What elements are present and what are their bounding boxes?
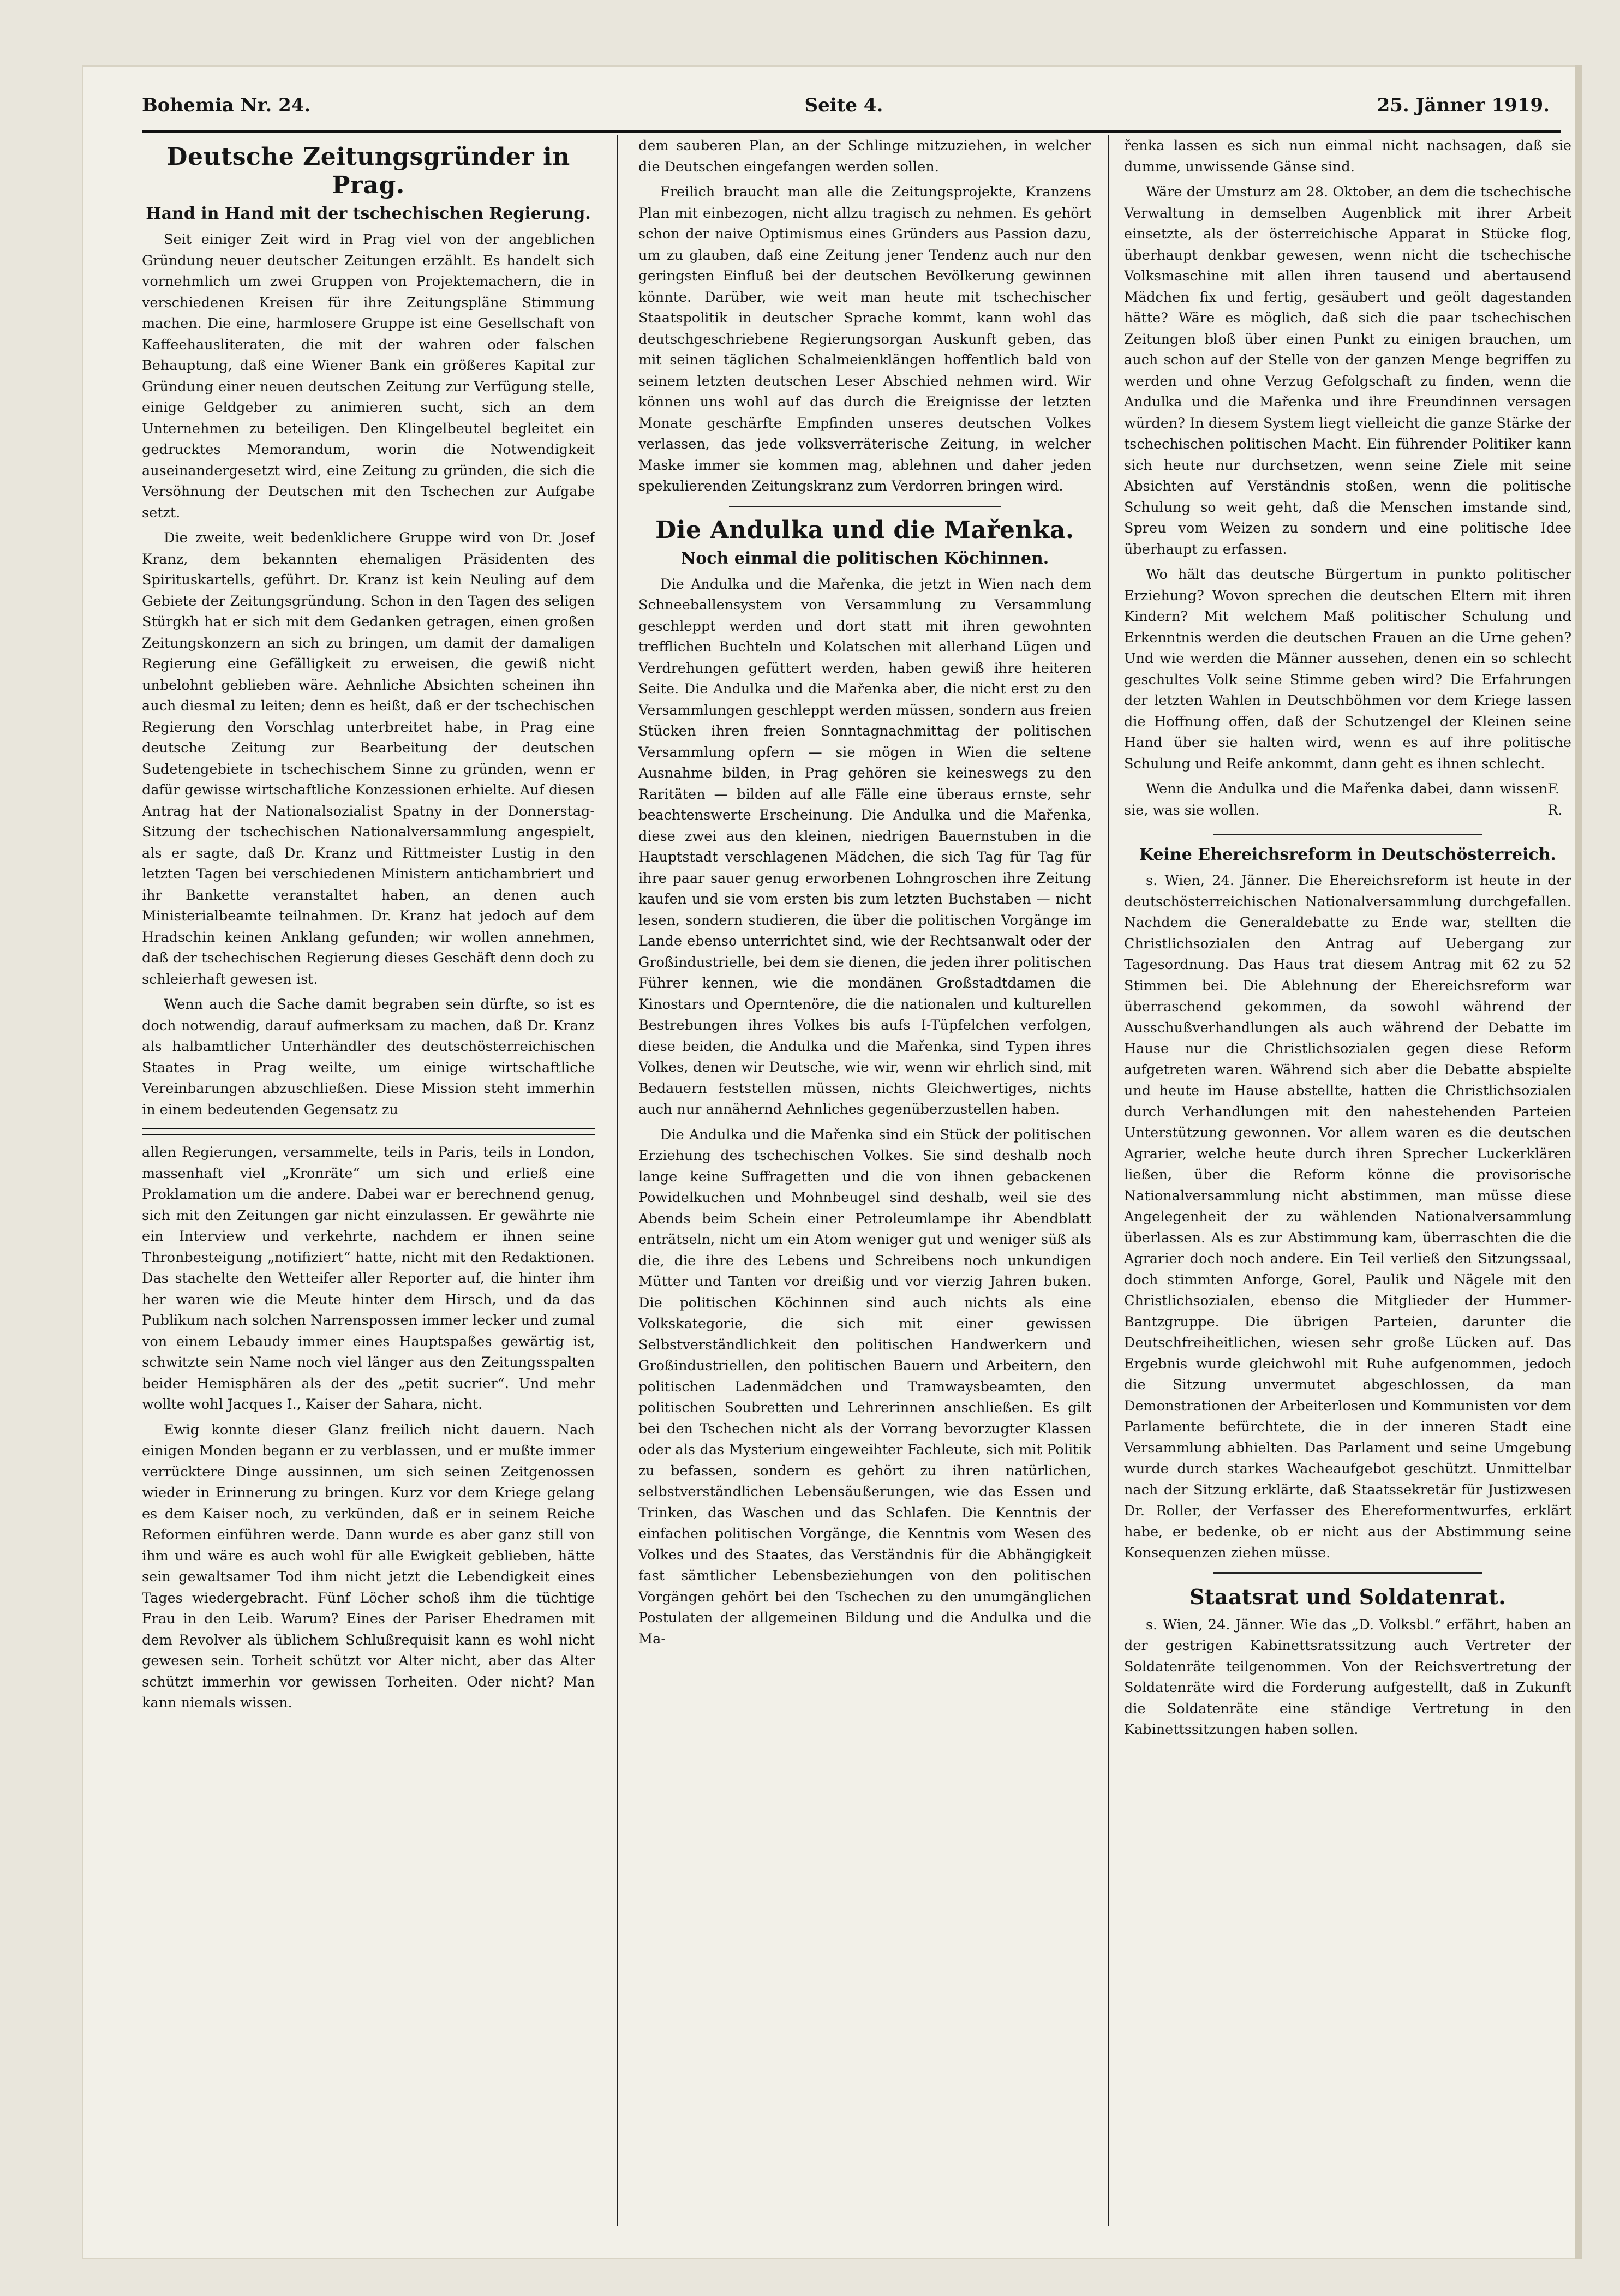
article-paragraph: Die Andulka und die Mařenka sind ein Stück der politischen Erziehung des tschechischen Volkes. Sie sind deshalb noch lange keine Suffragetten und die von ihnen gebackenen Powidelkuchen und Mohnbeugel sind deshalb, weil sie des Abends beim Schein einer Petroleumlampe ihr Abendblatt enträtseln, nicht um ein Atom weniger gut und weniger süß als die, die ihre des Lebens und Schreibens noch unkundigen Mütter und Tanten vor dreißig und vor vierzig Jahren buken. Die politischen Köchinnen sind auch nichts als eine Volkskategorie, die sich mit einer gewissen Selbstverständlichkeit den politischen Handwerkern und Großindustriellen, den politischen Bauern und Arbeitern, den politischen Ladenmädchen und Tramwaysbeamten, den politischen Soubretten und Lehrerinnen anschließen. Es gilt bei den Tschechen nicht als der Vorrang bevorzugter Klassen oder als das Mysterium eingeweihter Fachleute, sich mit Politik zu befassen, sondern es gehört zu ihren natürlichen, selbstverständlichen Lebensäußerungen, wie das Essen und Trinken, das Waschen und das Schlafen. Die Kenntnis der einfachen politischen Vorgänge, die Kenntnis vom Wesen des Volkes und des Staates, das Verständnis für die Abhängigkeit fast sämtlicher Lebensbeziehungen von den politischen Vorgängen gehört bei den Tschechen zu den unumgänglichen Postulaten der allgemeinen Bildung und die Andulka und die Ma- [638, 1126, 1091, 1647]
article-headline: Staatsrat und Soldatenrat. [1189, 1584, 1506, 1609]
article-paragraph: Freilich braucht man alle die Zeitungsprojekte, Kranzens Plan mit einbezogen, nicht allzu tragisch zu nehmen. Es gehört schon der naive Optimismus eines Gründers aus Passion dazu, um zu glauben, daß eine Zeitung jener Tendenz auch nur den geringsten Einfluß bei der deutschen Bevölkerung gewinnen könnte. Darüber, wie weit man heute mit tschechischer Staatspolitik in deutscher Sprache kommt, kann wohl das deutschgeschriebene Regierungsorgan Auskunft geben, das mit seinen täglichen Schalmeienklängen hoffentlich bald von seinem letzten deutschen Leser Abschied nehmen wird. Wir können uns wohl auf das durch die Ereignisse der letzten Monate geschärfte Empfinden unseres deutschen Volkes verlassen, das jede volksverräterische Zeitung, in welcher Maske immer sie kommen mag, ablehnen und daher jeden spekulierenden Zeitungskranz zum Verdorren bringen wird. [638, 184, 1091, 494]
article-paragraph: Die Andulka und die Mařenka, die jetzt in Wien nach dem Schneeballensystem von Versammlung zu Versammlung geschleppt werden und dort statt mit ihren gewohnten trefflichen Buchteln und Kolatschen mit allerhand Lügen und Verdrehungen gefüttert werden, haben gewiß ihre heiteren Seite. Die Andulka und die Mařenka aber, die nicht erst zu den Versammlungen geschleppt werden müssen, sondern aus freien Stücken ihren freien Sonntagnachmittag der politischen Versammlung opfern — sie mögen in Wien die seltene Ausnahme bilden, in Prag gehören sie keineswegs zu den Raritäten — bilden auf alle Fälle eine überaus ernste, sehr beachtenswerte Erscheinung. Die Andulka und die Mařenka, diese zwei aus den kleinen, niedrigen Bauernstuben in die Hauptstadt verschlagenen Mädchen, die sich Tag für Tag für ihre paar sauer genug erworbenen Lohngroschen ihre Zeitung kaufen und sie vom ersten bis zum letzten Buchstaben — nicht lesen, sondern studieren, die über die politischen Vorgänge im Lande ebenso unterrichtet sind, wie der Rechtsanwalt oder der Großindustrielle, bei dem sie dienen, die jeden ihrer politischen Führer kennen, wie die mondänen Großstadtdamen die Kinostars und Operntenöre, die die nationalen und kulturellen Bestrebungen ihres Volkes bis aufs I-Tüpfelchen verfolgen, diese beiden, die Andulka und die Mařenka, sind Typen ihres Volkes, denen wir Deutsche, wie wir, wenn wir ehrlich sind, mit Bedauern feststellen müssen, nichts Gleichwertiges, nichts auch nur annähernd Aehnliches gegenüberzustellen haben. [638, 576, 1091, 1117]
article-subheadline: Noch einmal die politischen Köchinnen. [680, 548, 1049, 568]
feuilleton-separator [142, 1128, 595, 1135]
article-paragraph: s. Wien, 24. Jänner. Wie das „D. Volksbl.“ erfährt, haben an der gestrigen Kabinettsratssitzung auch Vertreter der Soldatenräte teilgenommen. Von der Reichsvertretung der Soldatenräte wird die Forderung aufgestellt, daß in Zukunft die Soldatenräte eine ständige Vertretung in den Kabinettssitzungen haben sollen. [1124, 1616, 1571, 1738]
article-separator [729, 506, 1001, 507]
feuilleton-paragraph: Ewig konnte dieser Glanz freilich nicht dauern. Nach einigen Monden begann er zu verblassen, und er mußte immer verrücktere Dinge aussinnen, um sich seinen Zeitgenossen wieder in Erinnerung zu bringen. Kurz vor dem Kriege gelang es dem Kaiser noch, zu verkünden, daß er in seinem Reiche Reformen einführen werde. Dann wurde es aber ganz still von ihm und wäre es auch wohl für alle Ewigkeit geblieben, hätte sein gewaltsamer Tod ihm nicht jetzt die Lebendigkeit eines Tages wiedergebracht. Fünf Löcher schoß ihm die tüchtige Frau in den Leib. Warum? Eines der Pariser Ehedramen mit dem Revolver als üblichem Schlußrequisit kann es wohl nicht gewesen sein. Torheit schützt vor Alter nicht, aber das Alter schützt immerhin vor gewissen Torheiten. Oder nicht? Man kann niemals wissen. [142, 1421, 595, 1711]
article-headline: Die Andulka und die Mařenka. [655, 516, 1074, 544]
article-paragraph: dem sauberen Plan, an der Schlinge mitzuziehen, in welcher die Deutschen eingefangen werden sollen. [638, 137, 1091, 175]
article-paragraph: Wenn die Andulka und die Mařenka dabei, dann wissen sie, was sie wollen. [1124, 781, 1548, 818]
article-paragraph: Wo hält das deutsche Bürgertum in punkto politischer Erziehung? Wovon sprechen die deutschen Eltern mit ihren Kindern? Mit welchem Maß politischer Schulung und Erkenntnis werden die deutschen Frauen an die Urne gehen? Und wie werden die Männer aussehen, denen ein so schlecht geschultes Volk seine Stimme geben wird? Die Erfahrungen der letzten Wahlen in Deutschböhmen vor dem Kriege lassen die Hoffnung offen, daß der Schutzengel der Kleinen seine Hand über sie halten wird, wenn es auf ihre politische Schulung und Reife ankommt, dann geht es ihnen schlecht. [1124, 566, 1571, 772]
article-paragraph: s. Wien, 24. Jänner. Die Ehereichsreform ist heute in der deutschösterreichischen Nationalversammlung durchgefallen. Nachdem die Generaldebatte zu Ende war, stellten die Christlichsozialen den Antrag auf Uebergang zur Tagesordnung. Das Haus trat diesem Antrag mit 62 zu 52 Stimmen bei. Die Ablehnung der Ehereichsreform war überraschend gekommen, da sowohl während der Ausschußverhandlungen als auch während der Debatte im Hause nur die Christlichsozialen gegen diese Reform aufgetreten waren. Während sich aber die Debatte abspielte und heute im Hause abstellte, hatten die Christlichsozialen durch Verhandlungen mit den nahestehenden Parteien Unterstützung gewonnen. Vor allem waren es die deutschen Agrarier, welche heute durch ihren Sprecher Luckerklären ließen, über die Reform könne die provisorische Nationalversammlung nicht abstimmen, man müsse diese Angelegenheit der zu wählenden Nationalversammlung überlassen. Als es zur Abstimmung kam, überraschten die die Agrarier doch noch andere. Ein Teil verließ den Sitzungssaal, doch stimmten Anforge, Gorel, Paulik und Nägele mit den Christlichsozialen, ebenso die Mitglieder der Hummer-Bantzgruppe. Die übrigen Parteien, darunter die Deutschfreiheitlichen, wiesen sehr große Lücken auf. Das Ergebnis wurde gleichwohl mit Ruhe aufgenommen, jedoch die Sitzung unvermutet abgeschlossen, da man Demonstrationen der Arbeiterlosen und Kommunisten vor dem Parlamente befürchtete, die in der inneren Stadt eine Versammlung abhielten. Das Parlament und seine Umgebung wurde durch starkes Wacheaufgebot geschützt. Unmittelbar nach der Sitzung erklärte, daß Staatssekretär für Justizwesen Dr. Roller, der Verfasser des Ehereformentwurfes, erklärt habe, er bedenke, ob er nicht aus der Abstimmung seine Konsequenzen ziehen müsse. [1124, 872, 1571, 1561]
article-paragraph: Wenn auch die Sache damit begraben sein dürfte, so ist es doch notwendig, darauf aufmerksam zu machen, daß Dr. Kranz als halbamtlicher Unterhändler des deutschösterreichischen Staates in Prag weilte, um einige wirtschaftliche Vereinbarungen abzuschließen. Diese Mission steht immerhin in einem bedeutenden Gegensatz zu [142, 996, 595, 1118]
column-3 [1124, 135, 1571, 2226]
column-2 [638, 135, 1091, 2226]
article-paragraph: Wäre der Umsturz am 28. Oktober, an dem die tschechische Verwaltung in demselben Augenblick mit ihrer Arbeit einsetzte, als der österreichische Apparat in Stücke flog, überhaupt denkbar gewesen, wenn nicht die tschechische Volksmaschine mit allen ihren tausend und abertausend Mädchen fix und fertig, gesäubert und geölt dagestanden hätte? Wäre es möglich, daß sich die paar tschechischen Zeitungen bloß über einen Punkt zu einigen brauchen, um auch schon auf der Stelle von der ganzen Menge begriffen zu werden und ohne Verzug Gefolgschaft zu finden, wenn die Andulka und die Mařenka und ihre Freundinnen versagen würden? In diesem System liegt vielleicht die ganze Stärke der tschechischen politischen Macht. Ein führender Politiker kann sich heute nur durchsetzen, wenn seine Ziele mit seine Absichten auf Verständnis stoßen, wenn die politische Schulung so weit geht, daß die Menschen imstande sind, Spreu vom Weizen zu sondern und eine politische Idee überhaupt zu erfassen. [1124, 184, 1571, 558]
masthead [142, 86, 1550, 124]
article-headline: Deutsche Zeitungsgründer in Prag. [166, 143, 570, 199]
column-1 [142, 135, 595, 2226]
article-subheadline: Hand in Hand mit der tschechischen Regierung. [146, 204, 591, 223]
article-separator [1213, 1572, 1482, 1574]
newspaper-page [82, 65, 1582, 2259]
article-paragraph: Seit einiger Zeit wird in Prag viel von der angeblichen Gründung neuer deutscher Zeitungen erzählt. Es handelt sich vornehmlich um zwei Gruppen von Projektemachern, die in verschiedenen Kreisen für ihre Zeitungspläne Stimmung machen. Die eine, harmlosere Gruppe ist eine Gesellschaft von Kaffeehausliteraten, die mit der wahren oder falschen Behauptung, daß eine Wiener Bank ein größeres Kapital zur Gründung einer neuen deutschen Zeitung zur Verfügung stelle, einige Geldgeber zu animieren sucht, sich an dem Unternehmen zu beteiligen. Den Klingelbeutel begleitet ein gedrucktes Memorandum, worin die Notwendigkeit auseinandergesetzt wird, eine Zeitung zu gründen, die sich die Versöhnung der Deutschen mit den Tschechen zur Aufgabe setzt. [142, 231, 595, 521]
masthead-date: 25. Jänner 1919. [1377, 94, 1550, 116]
article-paragraph: řenka lassen es sich nun einmal nicht nachsagen, daß sie dumme, unwissende Gänse sind. [1124, 137, 1571, 175]
article-separator [1213, 834, 1482, 835]
feuilleton-paragraph: allen Regierungen, versammelte, teils in Paris, teils in London, massenhaft viel „Kronräte“ um sich und erließ eine Proklamation um die andere. Dabei war er berechnend genug, sich mit den Zeitungen gar nicht einzulassen. Er gewährte nie ein Interview und verkehrte, nachdem er ihnen seine Thronbesteigung „notifiziert“ hatte, nicht mit den Redaktionen. Das stachelte den Wetteifer aller Reporter auf, die hinter ihm her waren wie die Meute hinter dem Hirsch, und da das Publikum nach solchen Narrenspossen immer lecker und zumal von einem Lebaudy immer eines Hauptspaßes gewärtig ist, schwitzte sein Name noch viel länger aus den Zeitungsspalten beider Hemisphären als der des „petit sucrier“. Und mehr wollte wohl Jacques I., Kaiser der Sahara, nicht. [142, 1144, 595, 1413]
article-paragraph: Die zweite, weit bedenklichere Gruppe wird von Dr. Josef Kranz, dem bekannten ehemaligen Präsidenten des Spirituskartells, geführt. Dr. Kranz ist kein Neuling auf dem Gebiete der Zeitungsgründung. Schon in den Tagen des seligen Stürgkh hat er sich mit dem Gedanken getragen, einen großen Zeitungskonzern an sich zu bringen, um damit der damaligen Regierung eine Gefälligkeit zu erweisen, die gewiß nicht unbelohnt geblieben wäre. Aehnliche Absichten scheinen ihn auch diesmal zu leiten; denn es heißt, daß er der tschechischen Regierung den Vorschlag unterbreitet habe, in Prag eine deutsche Zeitung zur Bearbeitung der deutschen Sudetengebiete in tschechischem Sinne zu gründen, wenn er dafür gewisse wirtschaftliche Konzessionen erhielte. Auf diesen Antrag hat der Nationalsozialist Spatny in der Donnerstag-Sitzung der tschechischen Nationalversammlung angespielt, als er sagte, daß Dr. Kranz und Rittmeister Lustig in den letzten Tagen bei verschiedenen Ministern antichambriert und ihr Bankette veranstaltet haben, an denen auch Ministerialbeamte teilnahmen. Dr. Kranz hat jedoch auf dem Hradschin keinen Anklang gefunden; wir wollen annehmen, daß der tschechischen Regierung dieses Geschäft denn doch zu schleierhaft gewesen ist. [142, 530, 595, 988]
masthead-paper-number: Bohemia Nr. 24. [142, 94, 311, 116]
author-signature: F. R. [1547, 781, 1563, 818]
masthead-rule [142, 130, 1561, 133]
column-rule [617, 135, 618, 2226]
article-headline: Keine Ehereichsreform in Deutschösterreich. [1139, 845, 1556, 864]
column-rule [1108, 135, 1109, 2226]
masthead-page-number: Seite 4. [804, 94, 883, 116]
scan-edge [1575, 65, 1582, 2259]
